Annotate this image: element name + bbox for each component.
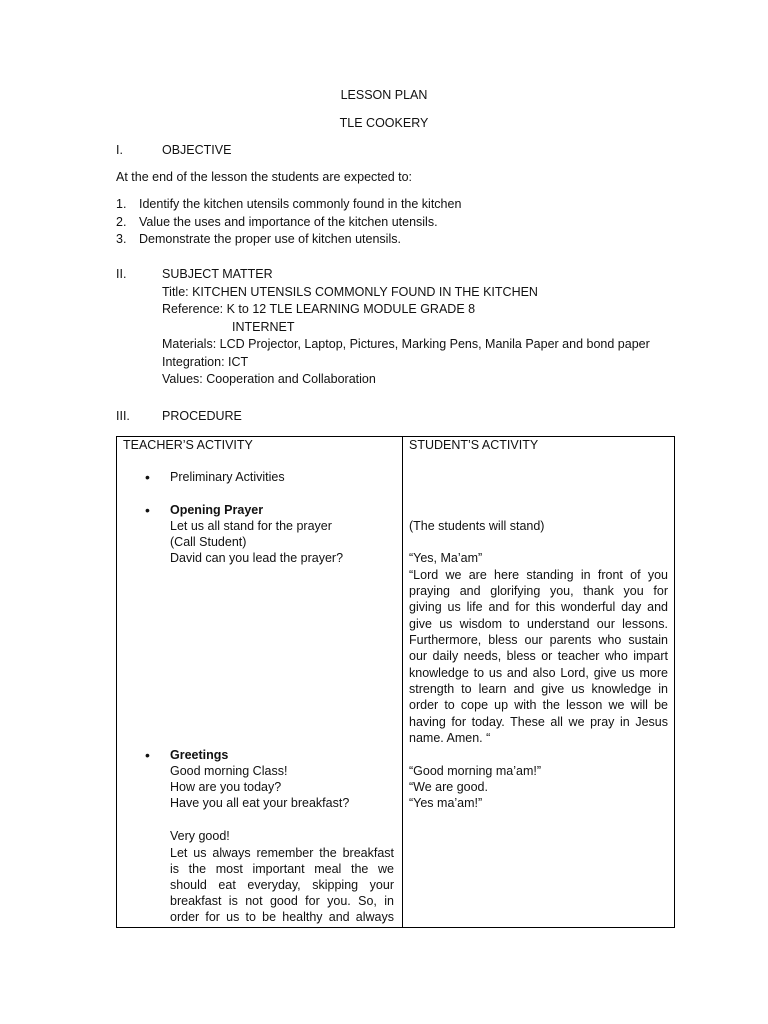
subject-title: Title: KITCHEN UTENSILS COMMONLY FOUND IN THE KITCHEN xyxy=(162,285,538,299)
student-line: “Yes ma’am!” xyxy=(409,796,483,810)
student-prayer-line: knowledge to us and also Lord, give us more xyxy=(409,666,668,680)
objective-intro: At the end of the lesson the students are expected to: xyxy=(116,170,413,184)
student-prayer-line: give us wisdom to understand our lessons. xyxy=(409,617,668,631)
subject-reference: Reference: K to 12 TLE LEARNING MODULE GRADE 8 xyxy=(162,302,476,316)
section-numeral-procedure: III. xyxy=(116,409,130,423)
student-activity-column xyxy=(403,437,675,928)
teacher-line: (Call Student) xyxy=(170,535,247,549)
teacher-line: is the most important meal the we xyxy=(170,862,394,876)
student-prayer-line: name. Amen. “ xyxy=(409,731,491,745)
doc-title: LESSON PLAN xyxy=(340,88,428,102)
teacher-line: Good morning Class! xyxy=(170,764,288,778)
objective-item-number: 1. xyxy=(116,197,127,211)
student-prayer-line: having for today. These all we pray in Jesus xyxy=(409,715,668,729)
student-line: “Good morning ma’am!” xyxy=(409,764,541,778)
teacher-activity-header: TEACHER’S ACTIVITY xyxy=(123,438,253,452)
section-heading-subject-matter: SUBJECT MATTER xyxy=(162,267,273,281)
objective-item: Identify the kitchen utensils commonly found in the kitchen xyxy=(139,197,462,211)
teacher-line: How are you today? xyxy=(170,780,282,794)
student-prayer-line: praying and glorifying you, thank you for xyxy=(409,584,668,598)
student-line: “Yes, Ma’am” xyxy=(409,551,483,565)
student-line: “We are good. xyxy=(409,780,488,794)
student-prayer-line: “Lord we are here standing in front of you xyxy=(409,568,668,582)
section-heading-procedure: PROCEDURE xyxy=(162,409,242,423)
objective-item-number: 2. xyxy=(116,215,127,229)
subject-integration: Integration: ICT xyxy=(162,355,249,369)
teacher-line: Let us all stand for the prayer xyxy=(170,519,332,533)
subject-materials: Materials: LCD Projector, Laptop, Pictures, Marking Pens, Manila Paper and bond paper xyxy=(162,337,650,351)
procedure-table xyxy=(116,436,675,928)
section-numeral-objective: I. xyxy=(116,143,123,157)
doc-subtitle: TLE COOKERY xyxy=(339,116,429,130)
section-heading-objective: OBJECTIVE xyxy=(162,143,232,157)
bullet-icon: • xyxy=(145,469,150,485)
teacher-line: should eat everyday, skipping your xyxy=(170,878,394,892)
student-activity-header: STUDENT’S ACTIVITY xyxy=(409,438,539,452)
student-prayer-line: Furthermore, bless our parents who sustain xyxy=(409,633,668,647)
opening-prayer-heading: Opening Prayer xyxy=(170,503,264,517)
teacher-line: David can you lead the prayer? xyxy=(170,551,344,565)
section-numeral-subject-matter: II. xyxy=(116,267,127,281)
teacher-line: Have you all eat your breakfast? xyxy=(170,796,350,810)
bullet-icon: • xyxy=(145,502,150,518)
subject-reference-internet: INTERNET xyxy=(232,320,295,334)
teacher-line: order for us to be healthy and always xyxy=(170,910,394,924)
preliminary-activities: Preliminary Activities xyxy=(170,470,285,484)
bullet-icon: • xyxy=(145,747,150,763)
objective-item: Demonstrate the proper use of kitchen utensils. xyxy=(139,232,401,246)
greetings-heading: Greetings xyxy=(170,748,229,762)
teacher-activity-column xyxy=(117,437,403,928)
student-prayer-line: giving us life and for this wonderful day and xyxy=(409,600,668,614)
teacher-line: Very good! xyxy=(170,829,230,843)
objective-item: Value the uses and importance of the kitchen utensils. xyxy=(139,215,438,229)
student-line: (The students will stand) xyxy=(409,519,545,533)
subject-values: Values: Cooperation and Collaboration xyxy=(162,372,376,386)
student-prayer-line: our daily needs, bless or teacher who impart xyxy=(409,649,668,663)
student-prayer-line: strength to learn and give us knowledge in xyxy=(409,682,668,696)
teacher-line: Let us always remember the breakfast xyxy=(170,846,394,860)
objective-item-number: 3. xyxy=(116,232,127,246)
student-prayer-line: order to cope up with the lesson we will be xyxy=(409,698,668,712)
teacher-line: breakfast is not good for you. So, in xyxy=(170,894,394,908)
